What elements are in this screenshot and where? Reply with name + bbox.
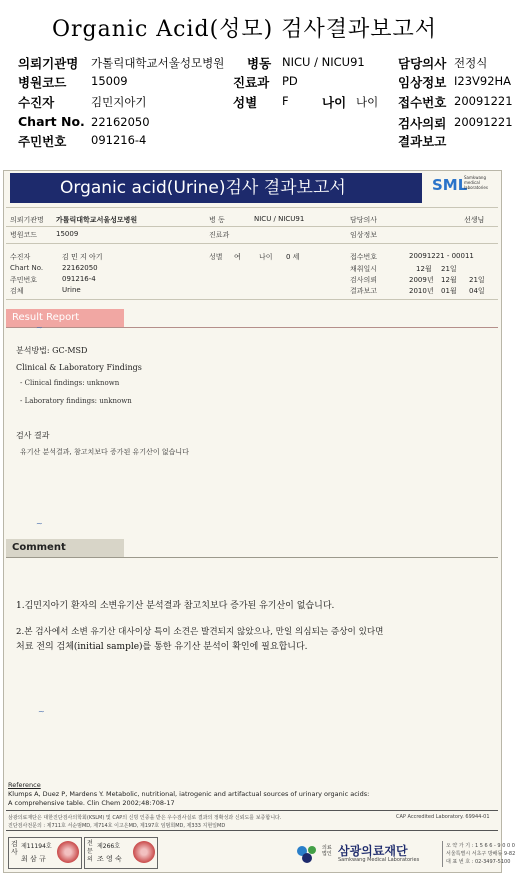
- company-name: 삼광의료재단: [338, 844, 408, 858]
- request-value: 20091221: [454, 115, 513, 129]
- receipt-label: 접수번호: [398, 95, 447, 110]
- info-collect-label: 채취일시: [350, 265, 378, 273]
- exam-text: 유기산 분석결과, 참고치보다 증가된 유기산이 없습니다: [20, 448, 189, 456]
- result-report-header: Result Report: [6, 309, 124, 327]
- dept-value: PD: [282, 74, 298, 88]
- info-age: 0 세: [286, 253, 300, 261]
- info-report-label: 결과보고: [350, 287, 378, 295]
- reference-line-2: A comprehensive table. Clin Chem 2002;48:708-17: [8, 799, 175, 807]
- info-doctor-label: 담당의사: [350, 216, 378, 224]
- chart-label: Chart No.: [18, 114, 85, 129]
- info-hospital-label: 의뢰기관명: [10, 216, 44, 224]
- patient-value: 김민지아기: [91, 95, 147, 109]
- info-collect-day: 21일: [441, 265, 457, 273]
- sml-logo-sub: Samkwang medical laboratories: [464, 175, 488, 190]
- info-sex: 여: [234, 253, 241, 261]
- report-banner: Organic acid(Urine)검사 결과보고서: [10, 173, 422, 203]
- info-specimen: Urine: [62, 286, 81, 294]
- result-divider: [6, 327, 498, 328]
- age-value: 나이: [356, 95, 379, 109]
- info-collect-month: 12월: [416, 265, 432, 273]
- scan-mark: ~: [38, 707, 45, 716]
- info-specimen-label: 검체: [10, 287, 24, 295]
- cap-note: CAP Accredited Laboratory. 69944-01: [396, 814, 490, 820]
- sex-label: 성별: [233, 95, 258, 110]
- clinical-value: I23V92HA: [454, 74, 512, 88]
- info-dept-label: 진료과: [209, 231, 230, 239]
- laboratory-findings: - Laboratory findings: unknown: [20, 397, 132, 405]
- footer-doctors: 진단검사전문의 : 제711호 서순범MD, 제714호 이고은MD, 제197호 임범희MD, 제333 지현일MD: [8, 823, 226, 829]
- info-request-year: 2009년: [409, 276, 434, 284]
- info-clinical-label: 임상정보: [350, 231, 378, 239]
- info-sex-label: 성별: [209, 253, 223, 261]
- page-title: Organic Acid(성모) 검사결과보고서: [52, 17, 438, 42]
- info-report-day: 04일: [469, 287, 485, 295]
- footer-note: 삼광의료재단은 대한진단검사의학회(KSLM) 및 CAP의 신빙 인증을 받은 우수검사실로 결과의 정확성과 신뢰도를 보증합니다.: [8, 815, 282, 821]
- clinical-findings: - Clinical findings: unknown: [20, 379, 120, 387]
- info-request-day: 21일: [469, 276, 485, 284]
- doctor-stamp-1: [8, 837, 82, 869]
- comment-header: Comment: [6, 539, 124, 557]
- info-hospital: 가톨릭대학교서울성모병원: [56, 216, 138, 224]
- info-report-year: 2010년: [409, 287, 434, 295]
- samkwang-logo-icon: [294, 843, 320, 865]
- seal-icon: [57, 841, 79, 863]
- report-scan: [3, 170, 515, 873]
- info-rrn: 091216-4: [62, 275, 96, 283]
- patient-label: 수진자: [18, 95, 55, 110]
- rrn-label: 주민번호: [18, 134, 67, 149]
- info-chart-label: Chart No.: [10, 264, 44, 272]
- method-text: 분석방법: GC-MSD: [16, 346, 88, 355]
- divider: [6, 299, 498, 300]
- info-patient-label: 수진자: [10, 253, 31, 261]
- report-label: 결과보고: [398, 134, 447, 149]
- info-doctor: 선생님: [464, 216, 485, 224]
- divider: [6, 830, 498, 831]
- info-receipt-label: 접수번호: [350, 253, 378, 261]
- divider: [6, 226, 498, 227]
- info-ward: NICU / NICU91: [254, 215, 305, 223]
- doctor-label: 담당의사: [398, 56, 447, 71]
- seal-icon: [133, 841, 155, 863]
- sex-value: F: [282, 94, 289, 108]
- stamp-2-label: 전문의: [87, 840, 93, 863]
- scan-mark: ~: [36, 519, 43, 528]
- foundation-mark: 의료 법인: [322, 845, 332, 857]
- code-label: 병원코드: [18, 75, 67, 90]
- info-code: 15009: [56, 230, 79, 238]
- ward-value: NICU / NICU91: [282, 55, 365, 69]
- info-rrn-label: 주민번호: [10, 276, 38, 284]
- clinical-label: 임상정보: [398, 75, 447, 90]
- scan-mark: ~: [36, 323, 43, 332]
- stamp-2-number: 제266호: [97, 843, 121, 850]
- info-request-month: 12월: [441, 276, 457, 284]
- phone-line-3: 대 표 번 호 : 02-3497-5100: [446, 859, 511, 865]
- ward-label: 병동: [247, 56, 272, 71]
- request-label: 검사의뢰: [398, 116, 447, 131]
- comment-line-1: 1.김민지아기 환자의 소변유기산 분석결과 참고치보다 증가된 유기산이 없습니다.: [16, 601, 335, 611]
- reference-line-1: Klumps A, Duez P, Mardens Y. Metabolic, nutritional, iatrogenic and artifactual sources of urinary organic acids:: [8, 790, 370, 798]
- doctor-value: 전정식: [454, 56, 488, 70]
- hospital-value: 가톨릭대학교서울성모병원: [91, 56, 225, 70]
- info-report-month: 01월: [441, 287, 457, 295]
- stamp-2-name: 조 영 숙: [97, 855, 122, 863]
- info-receipt: 20091221 - 00011: [409, 252, 474, 260]
- doctor-stamp-2: [84, 837, 158, 869]
- chart-value: 22162050: [91, 115, 150, 129]
- divider: [6, 207, 498, 208]
- info-chart: 22162050: [62, 264, 98, 272]
- exam-title: 검사 결과: [16, 431, 50, 440]
- receipt-value: 20091221: [454, 94, 513, 108]
- info-request-label: 검사의뢰: [350, 276, 378, 284]
- divider: [6, 243, 498, 244]
- stamp-1-label: 검사: [11, 840, 18, 856]
- dept-label: 진료과: [233, 75, 270, 90]
- info-age-label: 나이: [259, 253, 273, 261]
- comment-line-2a: 2.본 검사에서 소변 유기산 대사이상 특이 소견은 발견되지 않았으나, 만일 의심되는 증상이 있다면: [16, 627, 384, 637]
- divider: [6, 810, 498, 811]
- age-label: 나이: [322, 95, 347, 110]
- info-patient: 김 민 지 아기: [62, 253, 103, 261]
- phone-line-1: 오 약 가 기 : 1 5 6 6 - 9 0 0 0: [446, 843, 515, 849]
- divider: [442, 841, 443, 867]
- code-value: 15009: [91, 74, 128, 88]
- hospital-label: 의뢰기관명: [18, 56, 79, 71]
- phone-line-2: 서울특별시 서초구 방배동 9-82: [446, 851, 515, 857]
- info-code-label: 병원코드: [10, 231, 38, 239]
- comment-divider: [6, 557, 498, 558]
- stamp-1-name: 최 삼 규: [21, 855, 46, 863]
- info-ward-label: 병 동: [209, 216, 225, 224]
- reference-title: Reference: [8, 781, 41, 789]
- findings-title: Clinical & Laboratory Findings: [16, 363, 142, 372]
- stamp-1-number: 제11194호: [21, 843, 52, 850]
- sml-logo: SML: [432, 176, 468, 194]
- comment-line-2b: 처료 전의 검체(initial sample)를 통한 유기산 분석이 확인에 필요합니다.: [16, 642, 308, 652]
- rrn-value: 091216-4: [91, 133, 147, 147]
- company-sub: Samkwang Medical Laboratories: [338, 857, 420, 863]
